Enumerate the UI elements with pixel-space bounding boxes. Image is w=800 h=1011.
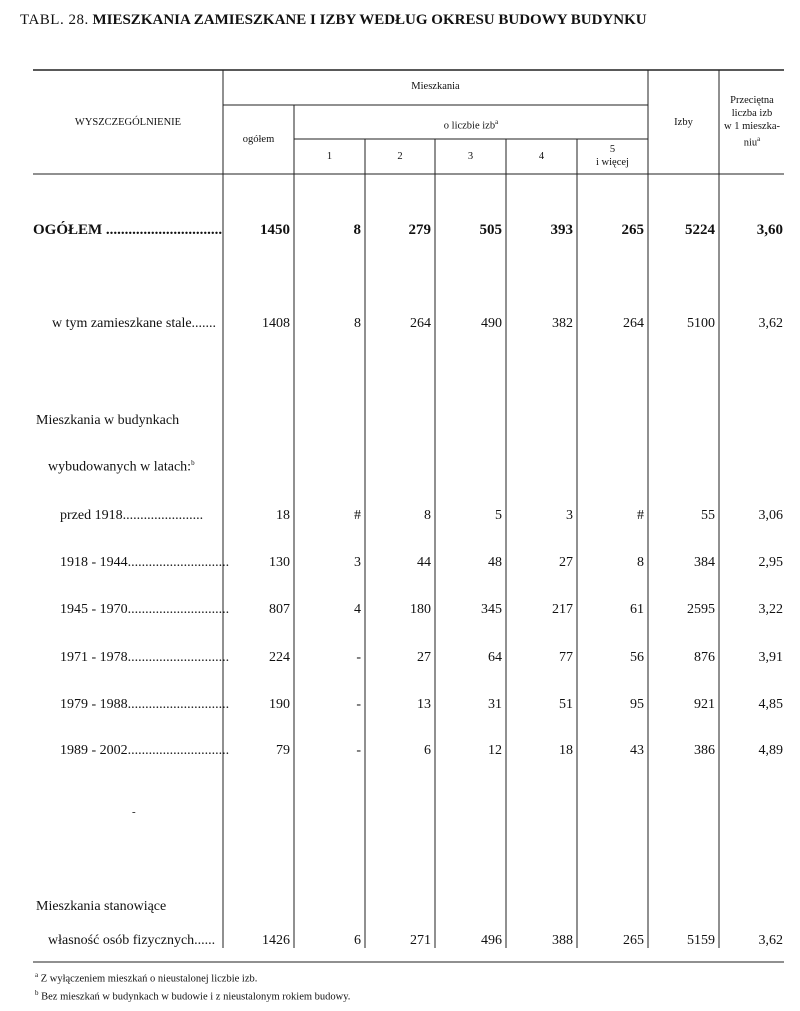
- cell-1971-1: -: [356, 650, 361, 665]
- row-label-separator: -: [132, 806, 136, 818]
- cell-wlasnosc-3: 496: [481, 933, 502, 948]
- cell-przed1918-przecietna: 3,06: [758, 508, 783, 523]
- row-label-1945-1970: 1945 - 1970.............................: [60, 602, 230, 617]
- cell-1945-2: 180: [410, 602, 431, 617]
- cell-1918-2: 44: [417, 555, 431, 570]
- cell-1971-2: 27: [417, 650, 431, 665]
- cell-ogolem-3: 505: [479, 222, 502, 238]
- cell-stale-ogolem: 1408: [262, 316, 290, 331]
- cell-wlasnosc-4: 388: [552, 933, 573, 948]
- cell-1979-1: -: [356, 697, 361, 712]
- header-o-liczbie-izb: o liczbie izb$^a$: [443, 118, 499, 132]
- table-title-text: MIESZKANIA ZAMIESZKANE I IZBY WEDŁUG OKRESU BUDOWY BUDYNKU: [92, 12, 647, 28]
- row-label-1989-2002: 1989 - 2002.............................: [60, 743, 230, 758]
- row-label-wlasnosc-osob-fizycznych: własność osób fizycznych......: [48, 933, 216, 948]
- cell-przed1918-1: #: [354, 508, 361, 523]
- row-label-ogolem: OGÓŁEM ...............................: [33, 222, 223, 238]
- cell-1945-3: 345: [481, 602, 502, 617]
- cell-1979-4: 51: [559, 697, 573, 712]
- cell-ogolem-5: 265: [621, 222, 644, 238]
- cell-1918-4: 27: [559, 555, 573, 570]
- cell-1989-1: -: [356, 743, 361, 758]
- cell-1979-5: 95: [630, 697, 644, 712]
- cell-ogolem-przecietna: 3,60: [756, 222, 783, 238]
- header-col-1: 1: [326, 151, 333, 162]
- cell-ogolem-ogolem: 1450: [260, 222, 290, 238]
- cell-wlasnosc-2: 271: [410, 933, 431, 948]
- row-label-wybudowanych: wybudowanych w latach:$^b$: [48, 459, 195, 475]
- cell-1918-przecietna: 2,95: [758, 555, 783, 570]
- cell-stale-przecietna: 3,62: [758, 316, 783, 331]
- cell-1971-5: 56: [630, 650, 644, 665]
- cell-1979-3: 31: [488, 697, 502, 712]
- cell-1945-przecietna: 3,22: [758, 602, 783, 617]
- cell-stale-4: 382: [552, 316, 573, 331]
- header-col-5: 5 i więcej: [596, 144, 629, 168]
- row-label-mieszkania-w-budynkach: Mieszkania w budynkach: [36, 413, 180, 428]
- cell-1945-ogolem: 807: [269, 602, 290, 617]
- cell-stale-3: 490: [481, 316, 502, 331]
- cell-przed1918-5: #: [637, 508, 644, 523]
- cell-przed1918-2: 8: [424, 508, 431, 523]
- header-przecietna: Przeciętna liczba izb w 1 mieszka- niu$^a$: [724, 95, 780, 149]
- cell-1971-3: 64: [488, 650, 502, 665]
- cell-stale-izby: 5100: [687, 316, 715, 331]
- header-mieszkania: Mieszkania: [411, 81, 460, 92]
- cell-stale-2: 264: [410, 316, 431, 331]
- row-label-mieszkania-stanowiace: Mieszkania stanowiące: [36, 899, 167, 914]
- header-col-2: 2: [397, 151, 403, 162]
- cell-przed1918-3: 5: [495, 508, 502, 523]
- row-label-1918-1944: 1918 - 1944.............................: [60, 555, 230, 570]
- cell-przed1918-ogolem: 18: [276, 508, 290, 523]
- cell-ogolem-2: 279: [408, 222, 431, 238]
- table-number: TABL. 28.: [20, 12, 89, 28]
- cell-1918-ogolem: 130: [269, 555, 290, 570]
- cell-1971-izby: 876: [694, 650, 715, 665]
- cell-1989-izby: 386: [694, 743, 715, 758]
- cell-1945-izby: 2595: [687, 602, 715, 617]
- cell-1918-1: 3: [354, 555, 361, 570]
- header-ogolem: ogółem: [242, 134, 275, 145]
- cell-1979-2: 13: [417, 697, 431, 712]
- row-label-1971-1978: 1971 - 1978.............................: [60, 650, 230, 665]
- cell-1918-3: 48: [488, 555, 502, 570]
- cell-1989-2: 6: [424, 743, 431, 758]
- cell-1989-przecietna: 4,89: [758, 743, 783, 758]
- cell-wlasnosc-przecietna: 3,62: [758, 933, 783, 948]
- cell-1989-3: 12: [488, 743, 502, 758]
- cell-ogolem-1: 8: [353, 222, 361, 238]
- cell-1945-1: 4: [354, 602, 361, 617]
- row-label-zamieszkane-stale: w tym zamieszkane stale.......: [52, 316, 217, 331]
- cell-wlasnosc-ogolem: 1426: [262, 933, 290, 948]
- cell-stale-5: 264: [623, 316, 644, 331]
- cell-1989-5: 43: [630, 743, 644, 758]
- cell-1971-4: 77: [559, 650, 573, 665]
- cell-przed1918-izby: 55: [701, 508, 715, 523]
- header-col-4: 4: [538, 151, 545, 162]
- cell-1979-izby: 921: [694, 697, 715, 712]
- footnote-a: $^a$ Z wyłączeniem mieszkań o nieustalonej liczbie izb.: [35, 971, 258, 985]
- header-wyszczegolnienie: WYSZCZEGÓLNIENIE: [74, 117, 182, 128]
- cell-1945-5: 61: [630, 602, 644, 617]
- cell-1945-4: 217: [552, 602, 573, 617]
- cell-ogolem-4: 393: [550, 222, 573, 238]
- header-izby: Izby: [674, 117, 693, 128]
- cell-wlasnosc-1: 6: [354, 933, 361, 948]
- row-label-przed-1918: przed 1918.......................: [60, 508, 204, 523]
- header-col-3: 3: [467, 151, 474, 162]
- cell-1918-5: 8: [637, 555, 644, 570]
- cell-wlasnosc-izby: 5159: [687, 933, 715, 948]
- cell-wlasnosc-5: 265: [623, 933, 644, 948]
- footnote-b: $^b$ Bez mieszkań w budynkach w budowie i z nieustalonym rokiem budowy.: [35, 989, 351, 1003]
- cell-ogolem-izby: 5224: [685, 222, 715, 238]
- cell-stale-1: 8: [354, 316, 361, 331]
- cell-1918-izby: 384: [694, 555, 715, 570]
- cell-1979-ogolem: 190: [269, 697, 290, 712]
- cell-1989-4: 18: [559, 743, 573, 758]
- cell-przed1918-4: 3: [566, 508, 573, 523]
- cell-1989-ogolem: 79: [276, 743, 290, 758]
- cell-1971-przecietna: 3,91: [758, 650, 783, 665]
- row-label-1979-1988: 1979 - 1988.............................: [60, 697, 230, 712]
- cell-1971-ogolem: 224: [269, 650, 290, 665]
- cell-1979-przecietna: 4,85: [758, 697, 783, 712]
